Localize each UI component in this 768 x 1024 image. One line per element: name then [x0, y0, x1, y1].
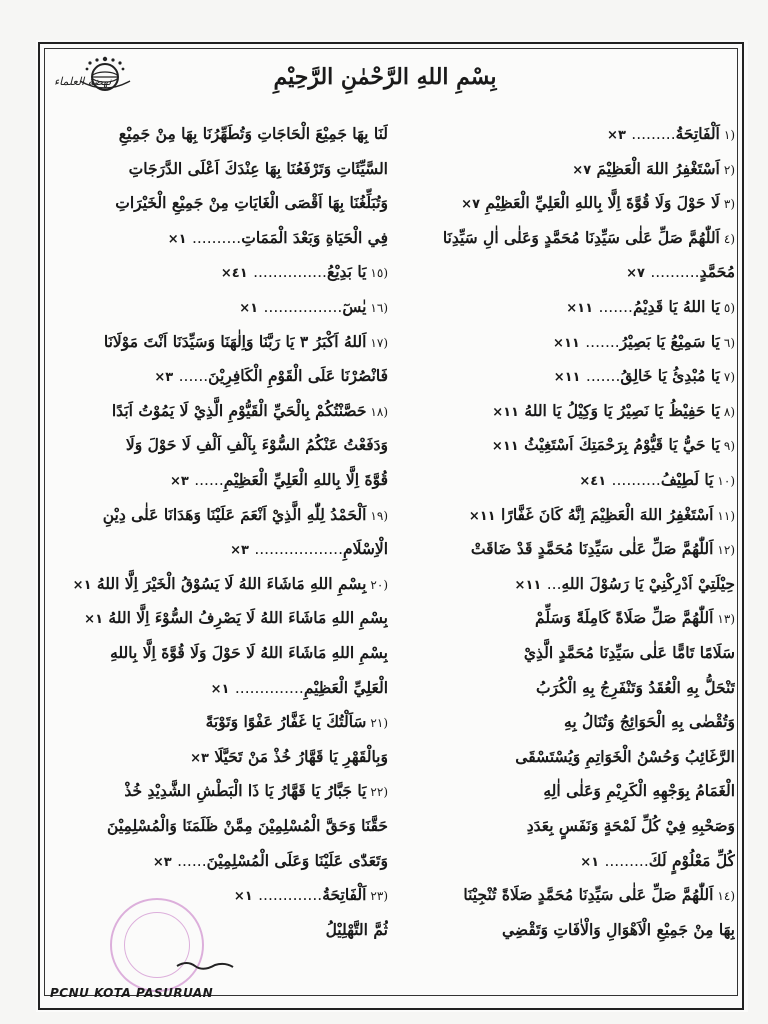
- prayer-line: [58, 360, 388, 392]
- repeat-count: ١×: [167, 231, 187, 247]
- prayer-text: يَا لَطِيْفُ: [660, 470, 714, 489]
- prayer-text: اَلْفَاتِحَةُ: [322, 885, 367, 905]
- item-number: (١٠: [717, 474, 735, 488]
- prayer-line: [58, 706, 388, 738]
- prayer-text: الْاِسْلَامِ: [343, 539, 388, 559]
- item-number: (١: [723, 128, 735, 142]
- repeat-count: ١١×: [491, 439, 519, 455]
- repeat-count: ١×: [239, 301, 259, 316]
- item-number: (٦: [723, 335, 735, 350]
- prayer-line: [390, 326, 735, 358]
- prayer-text: بِسْمِ اللهِ مَاشَاءَ اللهُ لَا حَوْلَ وَلَا قُوَّةَ اِلَّا بِاللهِ: [110, 643, 388, 662]
- dot-leader: ..........: [191, 228, 242, 247]
- prayer-line: [390, 775, 735, 807]
- signature: [175, 958, 235, 972]
- prayer-line: [58, 118, 388, 150]
- prayer-line: [58, 914, 388, 946]
- repeat-count: ١×: [84, 612, 104, 628]
- prayer-text: اَللهُ اَكْبَرُ ٣ يَا رَبَّنَا وَاِلٰهَنَا وَسَيِّدَنَا اَنْتَ مَوْلَانَا: [103, 331, 367, 351]
- organization-stamp: [110, 898, 204, 992]
- prayer-line: [58, 672, 388, 704]
- repeat-count: ١١×: [553, 335, 580, 351]
- prayer-text: وَبِالْقَهْرِ يَا قَهَّارُ خُذْ مَنْ تَحَيَّلَا: [214, 746, 388, 766]
- prayer-line: [390, 360, 735, 392]
- dot-leader: .......: [598, 298, 633, 316]
- prayer-text: سَلَامًا تَامًّا عَلٰى سَيِّدِنَا مُحَمَّدٍ الَّذِيْ: [523, 643, 735, 662]
- prayer-line: [390, 187, 735, 219]
- dot-leader: ................: [263, 298, 343, 316]
- prayer-line: [390, 222, 735, 254]
- prayer-text: يَا حَفِيْظُ يَا نَصِيْرُ يَا وَكِيْلُ يَا اللهُ: [524, 400, 720, 420]
- prayer-line: [58, 602, 388, 634]
- prayer-text: حَقَّنَا وَحَقَّ الْمُسْلِمِيْنَ مِمَّنْ ظَلَمَنَا وَالْمُسْلِمِيْنَ: [107, 816, 388, 835]
- repeat-count: ٣×: [190, 750, 209, 766]
- dot-leader: .............: [258, 886, 323, 905]
- prayer-line: [58, 879, 388, 911]
- dot-leader: .......: [585, 367, 621, 386]
- item-number: (٨: [723, 404, 735, 419]
- prayer-line: [58, 464, 388, 496]
- repeat-count: ١١×: [514, 577, 542, 593]
- prayer-text: مُحَمَّدٍ: [699, 262, 735, 282]
- dot-leader: .........: [631, 125, 676, 143]
- prayer-line: [390, 395, 735, 427]
- prayer-text: فَانْصُرْنَا عَلَى الْقَوْمِ الْكَافِرِيْنَ: [208, 366, 388, 386]
- prayer-text: السَّيِّئَاتِ وَتَرْفَعُنَا بِهَا عِنْدَكَ اَعْلَى الدَّرَجَاتِ: [128, 158, 388, 178]
- repeat-count: ١×: [580, 854, 600, 870]
- prayer-line: [390, 741, 735, 773]
- prayer-text: يَا اللهُ يَا قَدِيْمُ: [632, 297, 720, 316]
- prayer-text: يَا مُبْدِئُ يَا خَالِقُ: [620, 366, 720, 386]
- prayer-line: [390, 637, 735, 669]
- repeat-count: ١١×: [468, 508, 496, 524]
- basmala-heading: بِسْمِ اللهِ الرَّحْمٰنِ الرَّحِيْمِ: [273, 64, 497, 90]
- prayer-text: فِي الْحَيَاةِ وَبَعْدَ الْمَمَاتِ: [241, 227, 388, 247]
- repeat-count: ١×: [233, 889, 253, 905]
- prayer-text: الْعَلِيِّ الْعَظِيْمِ: [303, 677, 388, 697]
- prayer-line: [390, 256, 735, 288]
- dot-leader: ......: [194, 471, 224, 489]
- item-number: (٢: [723, 162, 735, 177]
- prayer-text: يٰسٓ: [342, 297, 367, 316]
- dot-leader: ......: [177, 851, 207, 870]
- repeat-count: ١١×: [492, 404, 519, 420]
- prayer-line: [390, 153, 735, 185]
- prayer-text: يَا بَدِيْعُ: [326, 262, 367, 282]
- prayer-line: [58, 187, 388, 219]
- footer-publisher: PCNU KOTA PASURUAN: [50, 986, 214, 1000]
- item-number: (٢١: [370, 716, 388, 731]
- repeat-count: ٤١×: [220, 266, 248, 282]
- item-number: (٢٠: [370, 577, 388, 592]
- item-number: (١١: [717, 508, 735, 523]
- prayer-line: [390, 568, 735, 600]
- prayer-text: وَتُبَلِّغُنَا بِهَا اَقْصَى الْغَايَاتِ مِنْ جَمِيْعِ الْخَيْرَاتِ: [115, 193, 388, 213]
- prayer-text: لَا حَوْلَ وَلَا قُوَّةَ اِلَّا بِاللهِ الْعَلِيِّ الْعَظِيْمِ: [485, 193, 720, 213]
- prayer-text: اَلْفَاتِحَةُ: [675, 124, 720, 143]
- item-number: (٤: [723, 231, 735, 246]
- prayer-line: [58, 775, 388, 807]
- prayer-text: لَنَا بِهَا جَمِيْعَ الْحَاجَاتِ وَتُطَهِّرُنَا بِهَا مِنْ جَمِيْعِ: [118, 124, 388, 143]
- prayer-line: [390, 291, 735, 323]
- nu-logo: [50, 55, 160, 105]
- prayer-line: [390, 810, 735, 842]
- prayer-text: الْغَمَامُ بِوَجْهِهِ الْكَرِيْمِ وَعَلٰى اٰلِهِ: [543, 781, 735, 801]
- prayer-line: [390, 602, 735, 634]
- prayer-line: [390, 499, 735, 531]
- prayer-text: وَدَفَعْتُ عَنْكُمُ السُّوْءَ بِاَلْفِ اَلْفِ لَا حَوْلَ وَلَا: [125, 435, 388, 455]
- dot-leader: ......: [178, 367, 209, 386]
- repeat-count: ٣×: [607, 128, 626, 143]
- item-number: (٧: [723, 370, 735, 385]
- prayer-line: [58, 222, 388, 254]
- prayer-text: يَا جَبَّارُ يَا قَهَّارُ يَا ذَا الْبَطْشِ الشَّدِيْدِ خُذْ: [124, 781, 367, 801]
- prayer-text: الرَّغَائِبُ وَحُسْنُ الْخَوَاتِمِ وَيُسْتَسْقَى: [515, 746, 735, 766]
- prayer-text: تَنْحَلُّ بِهِ الْعُقَدُ وَتَنْفَرِجُ بِهِ الْكُرَبُ: [535, 677, 735, 697]
- item-number: (٢٣: [370, 889, 388, 904]
- repeat-count: ٣×: [230, 543, 249, 559]
- repeat-count: ٣×: [154, 370, 174, 386]
- item-number: (٩: [723, 439, 735, 454]
- item-number: (١٢: [717, 543, 735, 558]
- dot-leader: .......: [585, 332, 620, 351]
- dot-leader: ..................: [254, 540, 344, 559]
- prayer-line: [390, 879, 735, 911]
- prayer-text: ثُمَّ التَّهْلِيْلُ: [325, 919, 388, 939]
- prayer-text: كُلِّ مَعْلُوْمٍ لَكَ: [648, 850, 735, 870]
- prayer-line: [58, 256, 388, 288]
- prayer-text: وَصَحْبِهِ فِيْ كُلِّ لَمْحَةٍ وَنَفَسٍ بِعَدَدِ: [526, 816, 735, 835]
- dot-leader: ...: [546, 574, 562, 593]
- prayer-line: [390, 464, 735, 496]
- prayer-line: [58, 810, 388, 842]
- item-number: (٢٢: [370, 785, 388, 800]
- prayer-line: [58, 637, 388, 669]
- prayer-text: وَتُقْضٰى بِهِ الْحَوَائِجُ وَتُنَالُ بِهِ: [564, 712, 735, 732]
- item-number: (٣: [723, 197, 735, 212]
- dot-leader: ..............: [234, 678, 304, 697]
- item-number: (١٩: [370, 508, 388, 523]
- repeat-count: ١١×: [566, 301, 594, 316]
- prayer-text: اَللّٰهُمَّ صَلِّ عَلٰى سَيِّدِنَا مُحَمَّدٍ صَلَاةً تُنْجِيْنَا: [463, 885, 714, 905]
- prayer-line: [58, 533, 388, 565]
- prayer-text: بِسْمِ اللهِ مَاشَاءَ اللهُ لَا يَصْرِفُ السُّوْءَ اِلَّا اللهُ: [108, 608, 388, 628]
- prayer-text: قُوَّةَ اِلَّا بِاللهِ الْعَلِيِّ الْعَظِيْمِ: [223, 470, 388, 489]
- logo-text: نهضة العلماء: [54, 75, 112, 88]
- prayer-text: اَللّٰهُمَّ صَلِّ عَلٰى سَيِّدِنَا مُحَمَّدٍ قَدْ ضَاقَتْ: [470, 539, 714, 559]
- prayer-line: [58, 568, 388, 600]
- prayer-text: اَلْحَمْدُ لِلّٰهِ الَّذِيْ اَنْعَمَ عَلَيْنَا وَهَدَانَا عَلٰى دِيْنِ: [102, 504, 367, 524]
- item-number: (١٧: [370, 335, 388, 350]
- repeat-count: ٧×: [626, 266, 645, 282]
- prayer-line: [58, 741, 388, 773]
- prayer-text: اَسْتَغْفِرُ اللهَ الْعَظِيْمَ اِنَّهُ كَانَ غَفَّارًا: [501, 504, 714, 524]
- prayer-text: حِيْلَتِيْ اَدْرِكْنِيْ يَا رَسُوْلَ اللهِ: [561, 573, 735, 593]
- dot-leader: ..........: [611, 471, 661, 489]
- prayer-text: اَللّٰهُمَّ صَلِّ عَلٰى سَيِّدِنَا مُحَمَّدٍ وَعَلٰى اٰلِ سَيِّدِنَا: [442, 227, 720, 247]
- dot-leader: .........: [604, 851, 649, 870]
- prayer-line: [58, 395, 388, 427]
- prayer-line: [390, 845, 735, 877]
- prayer-line: [58, 845, 388, 877]
- prayer-text: يَا سَمِيْعُ يَا بَصِيْرُ: [619, 331, 720, 351]
- prayer-line: [58, 326, 388, 358]
- item-number: (٥: [723, 301, 735, 315]
- item-number: (١٤: [717, 889, 735, 904]
- prayer-line: [390, 118, 735, 150]
- repeat-count: ٧×: [461, 197, 480, 213]
- prayer-line: [58, 153, 388, 185]
- prayer-line: [58, 429, 388, 461]
- prayer-text: يَا حَيُّ يَا قَيُّوْمُ بِرَحْمَتِكَ اَسْتَغِيْثُ: [524, 435, 720, 455]
- prayer-line: [390, 429, 735, 461]
- repeat-count: ٣×: [169, 474, 189, 489]
- repeat-count: ١١×: [553, 370, 581, 386]
- prayer-text: وَتَعَدّٰى عَلَيْنَا وَعَلَى الْمُسْلِمِيْنَ: [206, 850, 388, 870]
- item-number: (١٣: [717, 612, 735, 627]
- prayer-text: حَصَّنْتُكُمْ بِالْحَيِّ الْقَيُّوْمِ الَّذِيْ لَا يَمُوْتُ اَبَدًا: [111, 400, 367, 420]
- dot-leader: ..........: [650, 263, 700, 282]
- prayer-line: [390, 706, 735, 738]
- prayer-text: اَللّٰهُمَّ صَلِّ صَلَاةً كَامِلَةً وَسَلِّمْ: [535, 608, 714, 628]
- prayer-text: بِهَا مِنْ جَمِيْعِ الْاَهْوَالِ وَالْاٰفَاتِ وَتَقْضِي: [502, 919, 735, 939]
- item-number: (١٥: [370, 266, 388, 281]
- item-number: (١٨: [370, 404, 388, 419]
- item-number: (١٦: [370, 301, 388, 315]
- prayer-text: اَسْتَغْفِرُ اللهَ الْعَظِيْمَ: [596, 158, 720, 178]
- prayer-line: [58, 499, 388, 531]
- prayer-line: [390, 914, 735, 946]
- prayer-text: سَاَلْتُكَ يَا غَفَّارُ عَفْوًا وَتَوْبَةً: [205, 712, 367, 732]
- repeat-count: ١×: [210, 681, 230, 697]
- repeat-count: ١×: [72, 577, 92, 593]
- prayer-line: [390, 672, 735, 704]
- repeat-count: ٣×: [152, 854, 172, 870]
- prayer-line: [390, 533, 735, 565]
- repeat-count: ٧×: [572, 162, 592, 178]
- prayer-line: [58, 291, 388, 323]
- prayer-text: بِسْمِ اللهِ مَاشَاءَ اللهُ لَا يَسُوْقُ الْخَيْرَ اِلَّا اللهُ: [96, 573, 367, 593]
- dot-leader: ...............: [253, 263, 327, 282]
- repeat-count: ٤١×: [579, 474, 607, 489]
